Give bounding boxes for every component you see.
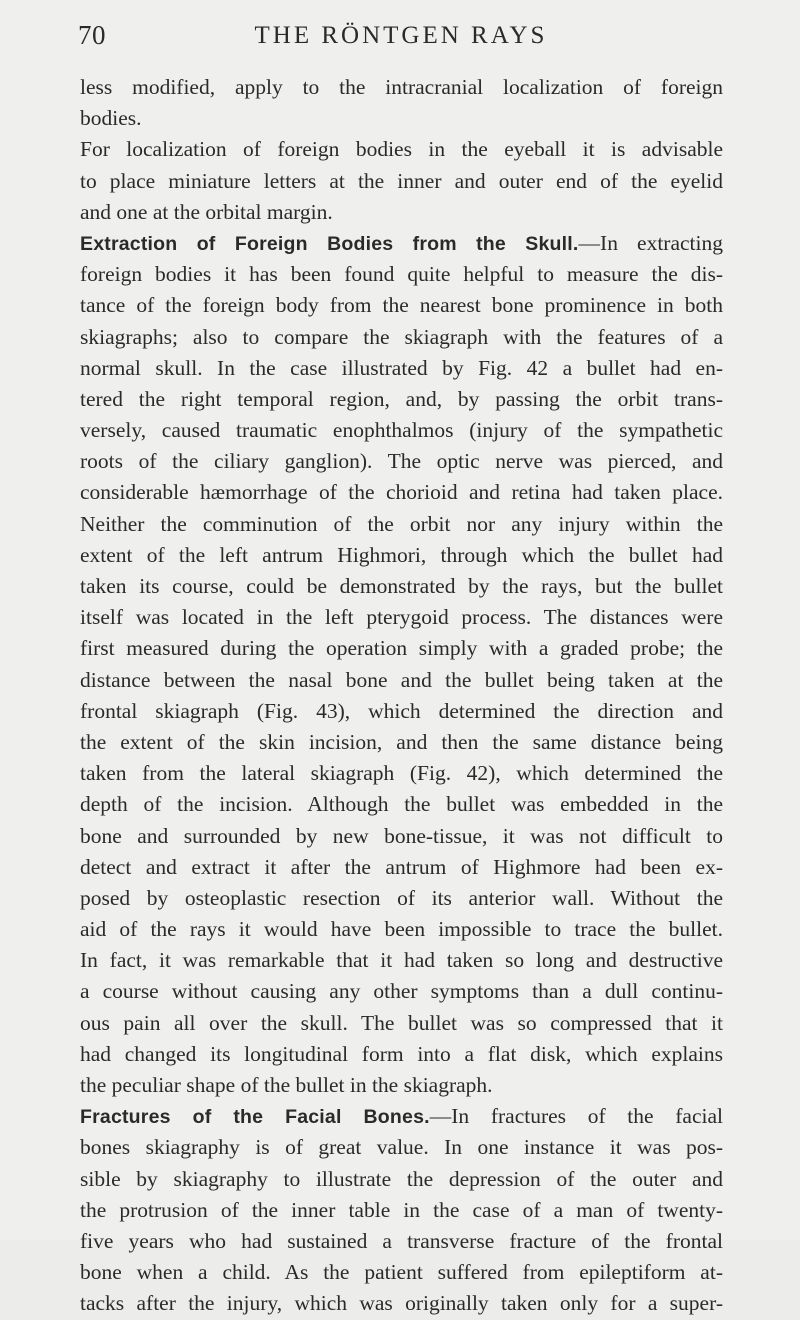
text-line bbox=[80, 415, 723, 446]
text-line bbox=[80, 1132, 723, 1163]
text-line bbox=[80, 509, 723, 540]
text-line bbox=[80, 259, 723, 290]
text-line bbox=[80, 852, 723, 883]
text-line bbox=[80, 789, 723, 820]
running-head: THE RÖNTGEN RAYS bbox=[254, 22, 548, 49]
line-text: normal skull. In the case illustrated by Fig. 42 a bullet had en- bbox=[80, 355, 723, 380]
text-line bbox=[80, 1101, 723, 1132]
text-line bbox=[80, 228, 723, 259]
text-line bbox=[80, 1288, 723, 1319]
line-text: skiagraphs; also to compare the skiagraph with the features of a bbox=[80, 324, 723, 349]
text-line bbox=[80, 477, 723, 508]
line-text: considerable hæmorrhage of the chorioid and retina had taken place. bbox=[80, 480, 723, 505]
text-line bbox=[80, 571, 723, 602]
line-text: the protrusion of the inner table in the case of a man of twenty- bbox=[80, 1197, 723, 1222]
text-line bbox=[80, 103, 723, 134]
text-line bbox=[80, 821, 723, 852]
line-text: posed by osteoplastic resection of its anterior wall. Without the bbox=[80, 885, 723, 910]
text-line bbox=[80, 134, 723, 165]
line-text: bones skiagraphy is of great value. In one instance it was pos- bbox=[80, 1135, 723, 1160]
text-line bbox=[80, 1008, 723, 1039]
line-text: —In extracting bbox=[578, 230, 723, 255]
line-text: five years who had sustained a transverse fracture of the frontal bbox=[80, 1228, 723, 1253]
text-line bbox=[80, 166, 723, 197]
text-line bbox=[80, 446, 723, 477]
text-line bbox=[80, 384, 723, 415]
text-line bbox=[80, 1257, 723, 1288]
text-line bbox=[80, 1226, 723, 1257]
line-text: depth of the incision. Although the bullet was embedded in the bbox=[80, 792, 723, 817]
text-line bbox=[80, 540, 723, 571]
line-text: itself was located in the left pterygoid process. The distances were bbox=[80, 605, 723, 630]
text-line bbox=[80, 914, 723, 945]
line-text: less modified, apply to the intracranial localization of foreign bbox=[80, 75, 723, 99]
text-line bbox=[80, 353, 723, 384]
line-text: tance of the foreign body from the nearest bone prominence in both bbox=[80, 293, 723, 318]
line-text: distance between the nasal bone and the bullet being taken at the bbox=[80, 667, 723, 692]
line-text: bodies. bbox=[80, 106, 142, 131]
text-line bbox=[80, 1164, 723, 1195]
line-text: first measured during the operation simply with a graded probe; the bbox=[80, 636, 723, 661]
line-text: and one at the orbital margin. bbox=[80, 199, 333, 224]
text-line bbox=[80, 633, 723, 664]
text-line bbox=[80, 665, 723, 696]
line-text: a course without causing any other symptoms than a dull continu- bbox=[80, 979, 723, 1004]
text-line bbox=[80, 758, 723, 789]
line-text: frontal skiagraph (Fig. 43), which determined the direction and bbox=[80, 698, 723, 723]
line-text: to place miniature letters at the inner and outer end of the eyelid bbox=[80, 168, 723, 193]
text-line bbox=[80, 976, 723, 1007]
line-text: had changed its longitudinal form into a flat disk, which explains bbox=[80, 1041, 723, 1066]
line-text: bone and surrounded by new bone-tissue, it was not difficult to bbox=[80, 823, 723, 848]
line-text: taken its course, could be demonstrated by the rays, but the bullet bbox=[80, 574, 723, 598]
section-heading: Extraction of Foreign Bodies from the Skull. bbox=[80, 232, 579, 255]
line-text: ous pain all over the skull. The bullet was so compressed that it bbox=[80, 1010, 723, 1035]
page-header bbox=[78, 20, 724, 60]
text-line bbox=[80, 696, 723, 727]
line-text: roots of the ciliary ganglion). The optic nerve was pierced, and bbox=[80, 449, 723, 474]
line-text: taken from the lateral skiagraph (Fig. 42), which determined the bbox=[80, 761, 723, 786]
line-text: detect and extract it after the antrum of Highmore had been ex- bbox=[80, 854, 723, 879]
line-text: the extent of the skin incision, and then the same distance being bbox=[80, 729, 723, 754]
line-text: aid of the rays it would have been impossible to trace the bullet. bbox=[80, 917, 723, 942]
body-text bbox=[80, 72, 723, 1320]
line-text: tered the right temporal region, and, by passing the orbit trans- bbox=[80, 386, 723, 411]
line-text: foreign bodies it has been found quite helpful to measure the dis- bbox=[80, 262, 723, 287]
text-line bbox=[80, 883, 723, 914]
text-line bbox=[80, 197, 723, 228]
section-heading: Fractures of the Facial Bones. bbox=[80, 1106, 430, 1129]
line-text: tacks after the injury, which was originally taken only for a super- bbox=[80, 1291, 723, 1316]
line-text: For localization of foreign bodies in the eyeball it is advisable bbox=[80, 137, 723, 162]
line-text: versely, caused traumatic enophthalmos (injury of the sympathetic bbox=[80, 418, 723, 443]
text-line bbox=[80, 602, 723, 633]
text-line bbox=[80, 945, 723, 976]
line-text: Neither the comminution of the orbit nor any injury within the bbox=[80, 511, 723, 536]
text-line bbox=[80, 322, 723, 353]
line-text: —In fractures of the facial bbox=[429, 1104, 723, 1129]
line-text: extent of the left antrum Highmori, through which the bullet had bbox=[80, 542, 723, 567]
text-line bbox=[80, 727, 723, 758]
text-line bbox=[80, 1070, 723, 1101]
text-line bbox=[80, 1039, 723, 1070]
line-text: sible by skiagraphy to illustrate the depression of the outer and bbox=[80, 1166, 723, 1191]
text-line bbox=[80, 72, 723, 103]
page-number: 70 bbox=[78, 20, 106, 50]
text-line bbox=[80, 290, 723, 321]
text-line bbox=[80, 1195, 723, 1226]
line-text: In fact, it was remarkable that it had taken so long and destructive bbox=[80, 948, 723, 973]
line-text: the peculiar shape of the bullet in the skiagraph. bbox=[80, 1073, 493, 1097]
line-text: bone when a child. As the patient suffered from epileptiform at- bbox=[80, 1260, 723, 1285]
